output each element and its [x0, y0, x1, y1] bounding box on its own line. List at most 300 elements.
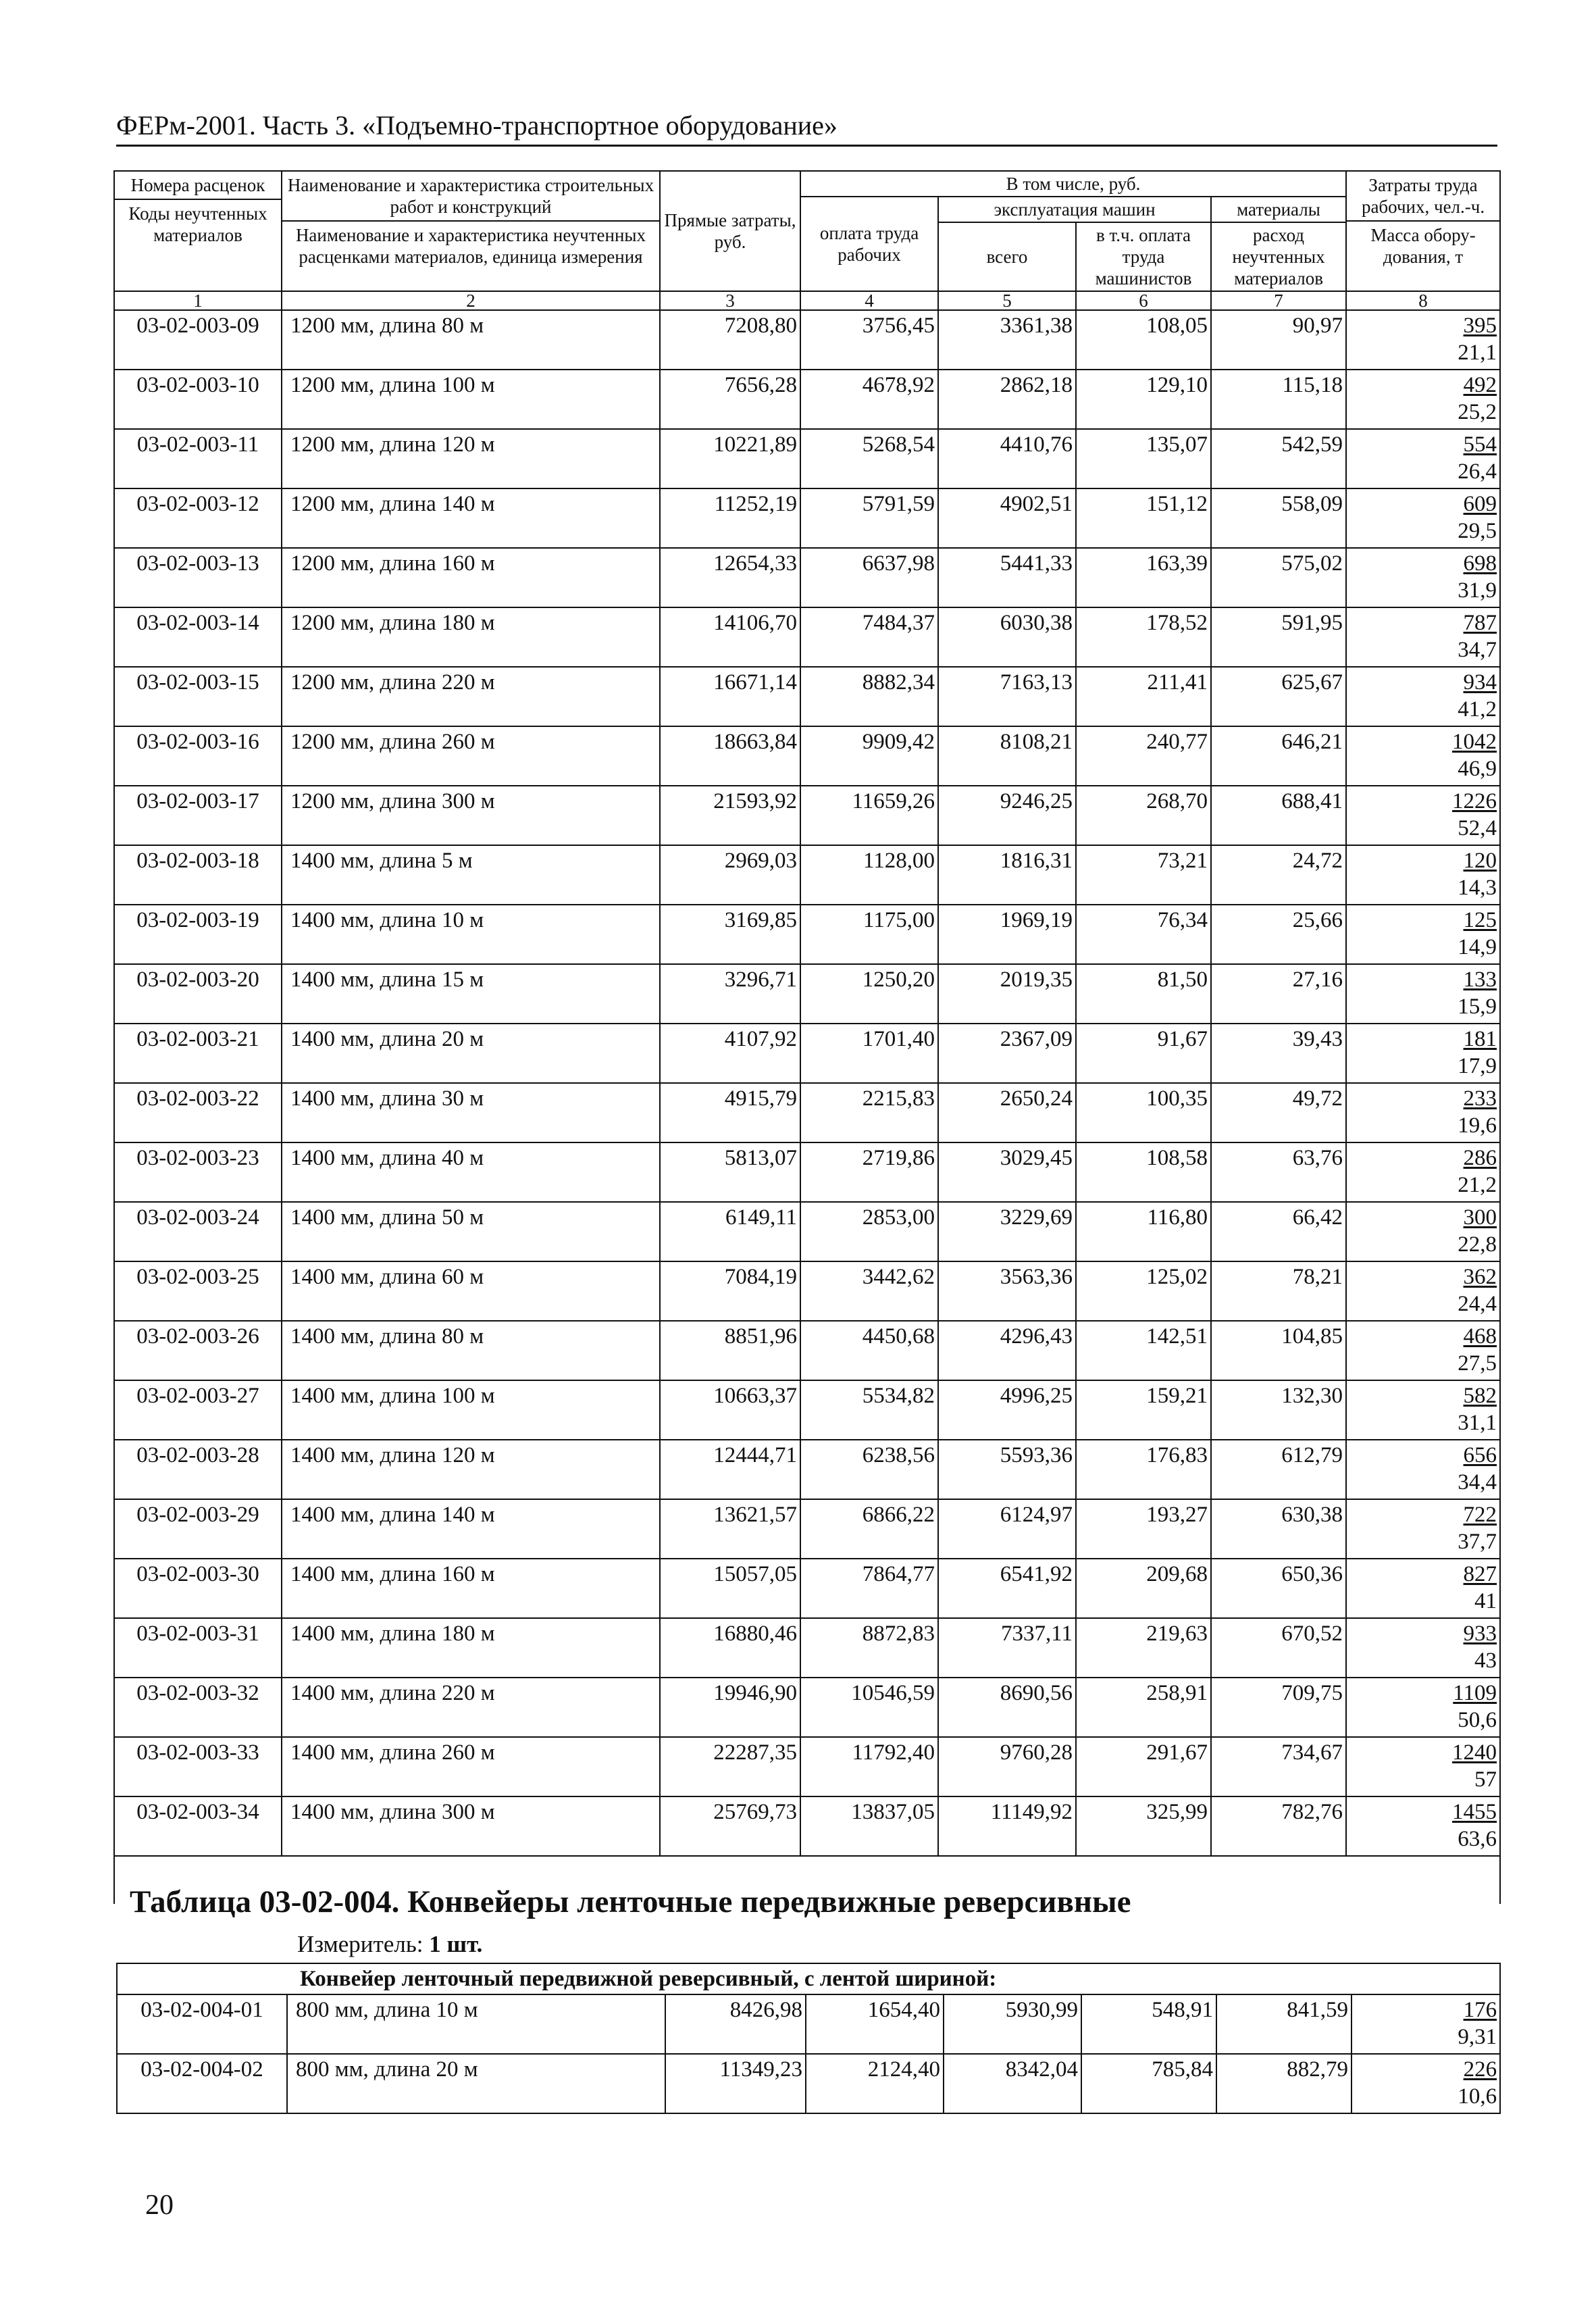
direct-costs: 11252,19: [660, 488, 800, 548]
labor-hours: 362: [1463, 1265, 1497, 1289]
materials-cost: 24,72: [1211, 845, 1346, 905]
labor-hours: 787: [1463, 611, 1497, 635]
work-name: 1400 мм, длина 80 м: [282, 1321, 660, 1380]
table-row: [114, 548, 1500, 607]
col-number: 5: [938, 291, 1076, 310]
machinist-wages: 258,91: [1076, 1678, 1211, 1737]
equipment-mass: 37,7: [1458, 1530, 1497, 1554]
section-table: [116, 1963, 1501, 2114]
materials-cost: 630,38: [1211, 1499, 1346, 1559]
machinist-wages: 81,50: [1076, 964, 1211, 1024]
materials-cost: 688,41: [1211, 786, 1346, 845]
labor-mass-cell: [1352, 2054, 1500, 2113]
work-name: 1200 мм, длина 120 м: [282, 429, 660, 488]
worker-wages: 1654,40: [806, 1994, 944, 2054]
rate-code: 03-02-003-24: [114, 1202, 282, 1261]
section-subheading: Конвейер ленточный передвижной реверсивный, с лентой шириной:: [117, 1963, 1500, 1994]
machines-total: 4410,76: [938, 429, 1076, 488]
rates-table: [113, 170, 1501, 1904]
machines-total: 7163,13: [938, 667, 1076, 726]
labor-hours: 133: [1463, 967, 1497, 992]
work-name: 1200 мм, длина 80 м: [282, 310, 660, 370]
table-row: [114, 1142, 1500, 1202]
materials-cost: 132,30: [1211, 1380, 1346, 1440]
table-row: [114, 667, 1500, 726]
work-name: 1400 мм, длина 50 м: [282, 1202, 660, 1261]
equipment-mass: 31,1: [1458, 1411, 1497, 1435]
labor-mass-cell: [1346, 1261, 1500, 1321]
materials-cost: 542,59: [1211, 429, 1346, 488]
machines-total: 4296,43: [938, 1321, 1076, 1380]
rate-code: 03-02-003-30: [114, 1559, 282, 1618]
labor-hours: 582: [1463, 1384, 1497, 1408]
header-unaccounted: расход неучтенных материалов: [1211, 222, 1346, 291]
direct-costs: 19946,90: [660, 1678, 800, 1737]
machinist-wages: 268,70: [1076, 786, 1211, 845]
header-direct-costs: Прямые затраты, руб.: [660, 171, 800, 291]
worker-wages: 7484,37: [800, 607, 938, 667]
table-row: [114, 964, 1500, 1024]
materials-cost: 78,21: [1211, 1261, 1346, 1321]
equipment-mass: 27,5: [1458, 1351, 1497, 1376]
equipment-mass: 34,7: [1458, 638, 1497, 662]
header-total: всего: [938, 222, 1076, 291]
labor-hours: 827: [1463, 1562, 1497, 1586]
work-name: 1400 мм, длина 140 м: [282, 1499, 660, 1559]
machinist-wages: 193,27: [1076, 1499, 1211, 1559]
header-col2: Наименование и характеристика строительных работ и конструкций Наименование и характеристика неучтенных расценками материалов, единица измерения: [282, 171, 660, 291]
labor-hours: 1455: [1452, 1800, 1497, 1824]
machines-total: 3563,36: [938, 1261, 1076, 1321]
table-row: [114, 845, 1500, 905]
labor-hours: 1226: [1452, 789, 1497, 813]
materials-cost: 63,76: [1211, 1142, 1346, 1202]
equipment-mass: 14,9: [1458, 935, 1497, 959]
labor-mass-cell: [1346, 964, 1500, 1024]
work-name: 1400 мм, длина 120 м: [282, 1440, 660, 1499]
header-materials: материалы: [1211, 197, 1346, 222]
rate-code: 03-02-003-16: [114, 726, 282, 786]
worker-wages: 2853,00: [800, 1202, 938, 1261]
machines-total: 1816,31: [938, 845, 1076, 905]
equipment-mass: 29,5: [1458, 519, 1497, 543]
equipment-mass: 21,2: [1458, 1173, 1497, 1197]
labor-hours: 395: [1463, 313, 1497, 338]
equipment-mass: 57: [1474, 1767, 1497, 1792]
table-row: [114, 370, 1500, 429]
machines-total: 4902,51: [938, 488, 1076, 548]
table-row: [114, 1321, 1500, 1380]
machinist-wages: 176,83: [1076, 1440, 1211, 1499]
machines-total: 8108,21: [938, 726, 1076, 786]
machines-total: 2650,24: [938, 1083, 1076, 1142]
machinist-wages: 548,91: [1081, 1994, 1216, 2054]
equipment-mass: 31,9: [1458, 578, 1497, 603]
labor-hours: 226: [1463, 2057, 1497, 2082]
materials-cost: 612,79: [1211, 1440, 1346, 1499]
labor-hours: 554: [1463, 432, 1497, 457]
rate-code: 03-02-003-19: [114, 905, 282, 964]
rate-code: 03-02-003-22: [114, 1083, 282, 1142]
labor-hours: 1240: [1452, 1740, 1497, 1765]
labor-mass-cell: [1346, 1440, 1500, 1499]
direct-costs: 22287,35: [660, 1737, 800, 1796]
labor-mass-cell: [1346, 1202, 1500, 1261]
worker-wages: 3756,45: [800, 310, 938, 370]
materials-cost: 575,02: [1211, 548, 1346, 607]
direct-costs: 25769,73: [660, 1796, 800, 1856]
materials-cost: 650,36: [1211, 1559, 1346, 1618]
work-name: 1400 мм, длина 30 м: [282, 1083, 660, 1142]
machines-total: 9246,25: [938, 786, 1076, 845]
labor-hours: 125: [1463, 908, 1497, 932]
direct-costs: 15057,05: [660, 1559, 800, 1618]
labor-mass-cell: [1346, 1321, 1500, 1380]
labor-mass-cell: [1346, 1083, 1500, 1142]
machinist-wages: 159,21: [1076, 1380, 1211, 1440]
table-row: [117, 1994, 1500, 2054]
direct-costs: 21593,92: [660, 786, 800, 845]
rate-code: 03-02-003-23: [114, 1142, 282, 1202]
header-machinist-wages: в т.ч. оплата труда машинистов: [1076, 222, 1211, 291]
work-name: 1400 мм, длина 300 м: [282, 1796, 660, 1856]
worker-wages: 4678,92: [800, 370, 938, 429]
rate-code: 03-02-003-33: [114, 1737, 282, 1796]
worker-wages: 8882,34: [800, 667, 938, 726]
direct-costs: 12444,71: [660, 1440, 800, 1499]
direct-costs: 6149,11: [660, 1202, 800, 1261]
worker-wages: 4450,68: [800, 1321, 938, 1380]
worker-wages: 5791,59: [800, 488, 938, 548]
equipment-mass: 50,6: [1458, 1708, 1497, 1732]
table-row: [114, 1261, 1500, 1321]
work-name: 1400 мм, длина 10 м: [282, 905, 660, 964]
direct-costs: 2969,03: [660, 845, 800, 905]
direct-costs: 16880,46: [660, 1618, 800, 1678]
header-including: В том числе, руб.: [800, 171, 1346, 197]
direct-costs: 7084,19: [660, 1261, 800, 1321]
direct-costs: 16671,14: [660, 667, 800, 726]
materials-cost: 49,72: [1211, 1083, 1346, 1142]
work-name: 1200 мм, длина 140 м: [282, 488, 660, 548]
table-row: [114, 1083, 1500, 1142]
header-col1: Номера расценок Коды неучтенных материалов: [114, 171, 282, 291]
col-number: 7: [1211, 291, 1346, 310]
labor-hours: 934: [1463, 670, 1497, 695]
labor-mass-cell: [1346, 1618, 1500, 1678]
labor-hours: 933: [1463, 1621, 1497, 1646]
equipment-mass: 21,1: [1458, 341, 1497, 365]
table-row: [114, 786, 1500, 845]
machines-total: 7337,11: [938, 1618, 1076, 1678]
col-number: 1: [114, 291, 282, 310]
rate-code: 03-02-003-29: [114, 1499, 282, 1559]
worker-wages: 6866,22: [800, 1499, 938, 1559]
section-unit: Измеритель: 1 шт.: [297, 1931, 483, 1957]
rate-code: 03-02-003-21: [114, 1024, 282, 1083]
labor-mass-cell: [1346, 310, 1500, 370]
equipment-mass: 41,2: [1458, 697, 1497, 722]
machinist-wages: 125,02: [1076, 1261, 1211, 1321]
worker-wages: 1250,20: [800, 964, 938, 1024]
work-name: 1200 мм, длина 160 м: [282, 548, 660, 607]
machinist-wages: 129,10: [1076, 370, 1211, 429]
rate-code: 03-02-003-25: [114, 1261, 282, 1321]
labor-hours: 656: [1463, 1443, 1497, 1467]
machines-total: 3229,69: [938, 1202, 1076, 1261]
worker-wages: 13837,05: [800, 1796, 938, 1856]
labor-hours: 609: [1463, 492, 1497, 516]
machinist-wages: 240,77: [1076, 726, 1211, 786]
materials-cost: 25,66: [1211, 905, 1346, 964]
materials-cost: 646,21: [1211, 726, 1346, 786]
equipment-mass: 34,4: [1458, 1470, 1497, 1494]
work-name: 800 мм, длина 20 м: [287, 2054, 665, 2113]
labor-mass-cell: [1346, 607, 1500, 667]
work-name: 800 мм, длина 10 м: [287, 1994, 665, 2054]
materials-cost: 882,79: [1216, 2054, 1352, 2113]
materials-cost: 27,16: [1211, 964, 1346, 1024]
work-name: 1400 мм, длина 15 м: [282, 964, 660, 1024]
equipment-mass: 19,6: [1458, 1113, 1497, 1138]
worker-wages: 9909,42: [800, 726, 938, 786]
machinist-wages: 73,21: [1076, 845, 1211, 905]
machines-total: 6030,38: [938, 607, 1076, 667]
col-number: 4: [800, 291, 938, 310]
direct-costs: 14106,70: [660, 607, 800, 667]
col-number: 2: [282, 291, 660, 310]
work-name: 1400 мм, длина 5 м: [282, 845, 660, 905]
machinist-wages: 108,58: [1076, 1142, 1211, 1202]
rate-code: 03-02-003-18: [114, 845, 282, 905]
machines-total: 8690,56: [938, 1678, 1076, 1737]
labor-hours: 286: [1463, 1146, 1497, 1170]
labor-hours: 1042: [1452, 730, 1497, 754]
table-row: [114, 310, 1500, 370]
table-row: [114, 607, 1500, 667]
worker-wages: 2215,83: [800, 1083, 938, 1142]
machines-total: 4996,25: [938, 1380, 1076, 1440]
labor-mass-cell: [1346, 488, 1500, 548]
worker-wages: 6637,98: [800, 548, 938, 607]
labor-hours: 468: [1463, 1324, 1497, 1349]
direct-costs: 8426,98: [665, 1994, 806, 2054]
work-name: 1400 мм, длина 20 м: [282, 1024, 660, 1083]
direct-costs: 12654,33: [660, 548, 800, 607]
work-name: 1200 мм, длина 180 м: [282, 607, 660, 667]
page-header: ФЕРм-2001. Часть 3. «Подъемно-транспортное оборудование»: [116, 109, 1497, 147]
machinist-wages: 151,12: [1076, 488, 1211, 548]
materials-cost: 558,09: [1211, 488, 1346, 548]
table-row: [114, 1618, 1500, 1678]
labor-mass-cell: [1346, 905, 1500, 964]
table-row: [114, 1737, 1500, 1796]
materials-cost: 841,59: [1216, 1994, 1352, 2054]
equipment-mass: 17,9: [1458, 1054, 1497, 1078]
table-row: [114, 905, 1500, 964]
machinist-wages: 100,35: [1076, 1083, 1211, 1142]
machinist-wages: 209,68: [1076, 1559, 1211, 1618]
rate-code: 03-02-003-10: [114, 370, 282, 429]
machines-total: 9760,28: [938, 1737, 1076, 1796]
materials-cost: 591,95: [1211, 607, 1346, 667]
labor-mass-cell: [1346, 1559, 1500, 1618]
table-row: [114, 726, 1500, 786]
machinist-wages: 178,52: [1076, 607, 1211, 667]
worker-wages: 5268,54: [800, 429, 938, 488]
machinist-wages: 135,07: [1076, 429, 1211, 488]
machinist-wages: 291,67: [1076, 1737, 1211, 1796]
rate-code: 03-02-003-26: [114, 1321, 282, 1380]
labor-hours: 698: [1463, 551, 1497, 576]
rate-code: 03-02-004-01: [117, 1994, 287, 2054]
rate-code: 03-02-003-15: [114, 667, 282, 726]
section-title: Таблица 03-02-004. Конвейеры ленточные передвижные реверсивные: [130, 1884, 1131, 1919]
rate-code: 03-02-003-17: [114, 786, 282, 845]
table-row: [114, 1024, 1500, 1083]
machines-total: 8342,04: [944, 2054, 1081, 2113]
equipment-mass: 52,4: [1458, 816, 1497, 840]
work-name: 1400 мм, длина 180 м: [282, 1618, 660, 1678]
work-name: 1200 мм, длина 300 м: [282, 786, 660, 845]
worker-wages: 1175,00: [800, 905, 938, 964]
labor-hours: 181: [1463, 1027, 1497, 1051]
work-name: 1400 мм, длина 100 м: [282, 1380, 660, 1440]
direct-costs: 10221,89: [660, 429, 800, 488]
worker-wages: 8872,83: [800, 1618, 938, 1678]
equipment-mass: 41: [1474, 1589, 1497, 1613]
rate-code: 03-02-003-27: [114, 1380, 282, 1440]
labor-hours: 492: [1463, 373, 1497, 397]
header-wages: оплата труда рабочих: [800, 197, 938, 291]
equipment-mass: 24,4: [1458, 1292, 1497, 1316]
table-row: [114, 1678, 1500, 1737]
equipment-mass: 10,6: [1458, 2084, 1497, 2109]
equipment-mass: 14,3: [1458, 876, 1497, 900]
machines-total: 3029,45: [938, 1142, 1076, 1202]
worker-wages: 1701,40: [800, 1024, 938, 1083]
direct-costs: 8851,96: [660, 1321, 800, 1380]
rate-code: 03-02-003-12: [114, 488, 282, 548]
machines-total: 2862,18: [938, 370, 1076, 429]
materials-cost: 66,42: [1211, 1202, 1346, 1261]
labor-hours: 233: [1463, 1086, 1497, 1111]
equipment-mass: 43: [1474, 1649, 1497, 1673]
machines-total: 5930,99: [944, 1994, 1081, 2054]
header-labor-mass: Затраты труда рабочих, чел.-ч. Масса обору-дования, т: [1346, 171, 1500, 291]
col-number: 8: [1346, 291, 1500, 310]
labor-mass-cell: [1346, 1142, 1500, 1202]
work-name: 1400 мм, длина 40 м: [282, 1142, 660, 1202]
direct-costs: 3169,85: [660, 905, 800, 964]
rate-code: 03-02-003-11: [114, 429, 282, 488]
materials-cost: 115,18: [1211, 370, 1346, 429]
equipment-mass: 15,9: [1458, 995, 1497, 1019]
materials-cost: 734,67: [1211, 1737, 1346, 1796]
labor-mass-cell: [1346, 548, 1500, 607]
labor-mass-cell: [1346, 429, 1500, 488]
table-row: [114, 1380, 1500, 1440]
machinist-wages: 116,80: [1076, 1202, 1211, 1261]
rate-code: 03-02-003-09: [114, 310, 282, 370]
worker-wages: 10546,59: [800, 1678, 938, 1737]
machines-total: 5441,33: [938, 548, 1076, 607]
table-row: [114, 1440, 1500, 1499]
col-number: 6: [1076, 291, 1211, 310]
materials-cost: 782,76: [1211, 1796, 1346, 1856]
rate-code: 03-02-003-14: [114, 607, 282, 667]
direct-costs: 11349,23: [665, 2054, 806, 2113]
direct-costs: 18663,84: [660, 726, 800, 786]
table-row: [114, 1796, 1500, 1856]
labor-mass-cell: [1346, 845, 1500, 905]
table-row: [114, 1559, 1500, 1618]
labor-mass-cell: [1346, 1380, 1500, 1440]
labor-mass-cell: [1346, 1796, 1500, 1856]
worker-wages: 6238,56: [800, 1440, 938, 1499]
machinist-wages: 211,41: [1076, 667, 1211, 726]
direct-costs: 4107,92: [660, 1024, 800, 1083]
equipment-mass: 9,31: [1458, 2025, 1497, 2049]
labor-mass-cell: [1346, 1737, 1500, 1796]
work-name: 1400 мм, длина 260 м: [282, 1737, 660, 1796]
direct-costs: 13621,57: [660, 1499, 800, 1559]
direct-costs: 5813,07: [660, 1142, 800, 1202]
rate-code: 03-02-003-20: [114, 964, 282, 1024]
materials-cost: 39,43: [1211, 1024, 1346, 1083]
machines-total: 2019,35: [938, 964, 1076, 1024]
work-name: 1200 мм, длина 100 м: [282, 370, 660, 429]
work-name: 1200 мм, длина 220 м: [282, 667, 660, 726]
machinist-wages: 142,51: [1076, 1321, 1211, 1380]
machines-total: 1969,19: [938, 905, 1076, 964]
machinist-wages: 91,67: [1076, 1024, 1211, 1083]
labor-mass-cell: [1346, 1024, 1500, 1083]
machines-total: 11149,92: [938, 1796, 1076, 1856]
labor-hours: 722: [1463, 1503, 1497, 1527]
table-row: [114, 1499, 1500, 1559]
worker-wages: 2719,86: [800, 1142, 938, 1202]
labor-hours: 300: [1463, 1205, 1497, 1230]
equipment-mass: 22,8: [1458, 1232, 1497, 1257]
rate-code: 03-02-003-13: [114, 548, 282, 607]
worker-wages: 7864,77: [800, 1559, 938, 1618]
table-row: [114, 488, 1500, 548]
direct-costs: 3296,71: [660, 964, 800, 1024]
equipment-mass: 25,2: [1458, 400, 1497, 424]
machinist-wages: 325,99: [1076, 1796, 1211, 1856]
materials-cost: 670,52: [1211, 1618, 1346, 1678]
direct-costs: 7208,80: [660, 310, 800, 370]
worker-wages: 11792,40: [800, 1737, 938, 1796]
col-number: 3: [660, 291, 800, 310]
labor-mass-cell: [1346, 786, 1500, 845]
machines-total: 6541,92: [938, 1559, 1076, 1618]
labor-hours: 120: [1463, 849, 1497, 873]
worker-wages: 1128,00: [800, 845, 938, 905]
machines-total: 5593,36: [938, 1440, 1076, 1499]
table-row: [114, 1202, 1500, 1261]
equipment-mass: 26,4: [1458, 459, 1497, 484]
labor-mass-cell: [1352, 1994, 1500, 2054]
machinist-wages: 219,63: [1076, 1618, 1211, 1678]
direct-costs: 4915,79: [660, 1083, 800, 1142]
worker-wages: 2124,40: [806, 2054, 944, 2113]
materials-cost: 90,97: [1211, 310, 1346, 370]
machinist-wages: 108,05: [1076, 310, 1211, 370]
direct-costs: 10663,37: [660, 1380, 800, 1440]
table-row: [114, 429, 1500, 488]
